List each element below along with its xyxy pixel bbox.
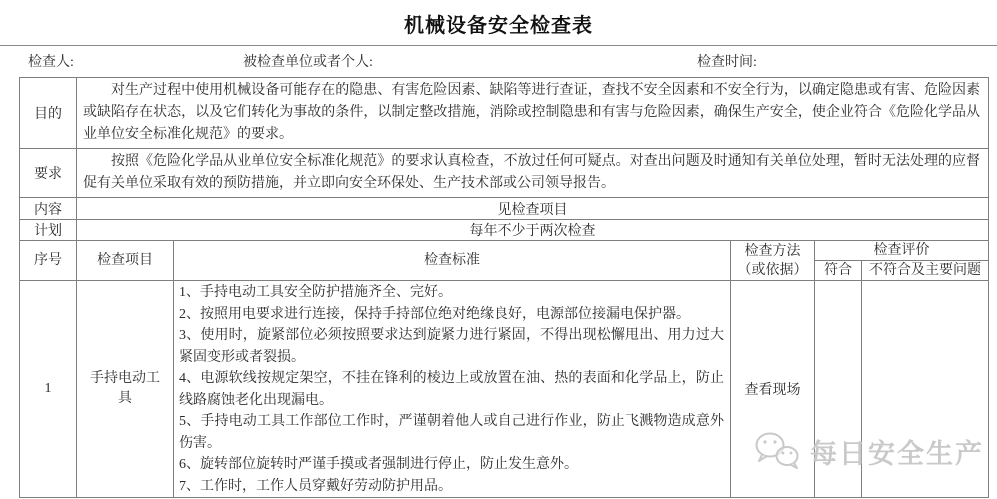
header-method-line2: （或依据）	[737, 262, 808, 278]
standard-line: 5、手持电动工具工作部位工作时，严谨朝着他人或自己进行作业，防止飞溅物造成意外伤害。	[179, 414, 724, 451]
row-nonconform-cell	[862, 281, 989, 498]
requirement-row	[20, 149, 989, 198]
purpose-row	[20, 78, 989, 149]
table-row	[20, 281, 989, 498]
inspection-time-label: 检查时间:	[697, 55, 757, 70]
header-seq: 序号	[20, 241, 77, 281]
purpose-text-cell	[77, 78, 989, 149]
content-text: 见检查项目	[77, 198, 989, 220]
purpose-label: 目的	[20, 78, 77, 149]
header-conform: 符合	[815, 261, 862, 281]
header-evaluation: 检查评价	[815, 241, 989, 261]
header-nonconform: 不符合及主要问题	[862, 261, 989, 281]
standard-line: 3、使用时，旋紧部位必须按照要求达到旋紧力进行紧固，不得出现松懈甩出、用力过大紧固变形或者裂损。	[179, 328, 724, 365]
content-row	[20, 198, 989, 220]
row-seq: 1	[20, 281, 77, 498]
requirement-text: 按照《危险化学品从业单位安全标准化规范》的要求认真检查，不放过任何可疑点。对查出问题及时通知有关单位处理，暂时无法处理的应督促有关单位采取有效的预防措施，并立即向安全环保处、生产技术部或公司领导报告。	[83, 154, 981, 191]
standard-line: 4、电源软线按规定架空，不挂在锋利的棱边上或放置在油、热的表面和化学品上，防止线路腐蚀老化出现漏电。	[179, 371, 724, 408]
inspected-unit-label: 被检查单位或者个人:	[243, 55, 373, 70]
header-method	[731, 241, 815, 281]
plan-label: 计划	[20, 220, 77, 241]
row-method: 查看现场	[731, 281, 815, 498]
page-title: 机械设备安全检查表	[404, 15, 593, 37]
plan-row	[20, 220, 989, 241]
header-method-line1: 检查方法	[744, 243, 801, 259]
row-conform-cell	[815, 281, 862, 498]
inspection-table	[19, 77, 989, 498]
row-item: 手持电动工具	[77, 281, 174, 498]
purpose-text: 对生产过程中使用机械设备可能存在的隐患、有害危险因素、缺陷等进行查证，查找不安全因素和不安全行为，以确定隐患或有害、危险因素或缺陷存在状态，以及它们转化为事故的条件，以制定整改措施，消除或控制隐患和有害与危险因素，确保生产安全，使企业符合《危险化学品从业单位安全标准化规范》的要求。	[83, 83, 981, 142]
standards-list	[174, 281, 731, 498]
header-standard: 检查标准	[174, 241, 731, 281]
standard-line: 2、按照用电要求进行连接，保持手持部位绝对绝缘良好，电源部位接漏电保护器。	[179, 306, 690, 322]
meta-row	[0, 46, 997, 72]
watermark-text: 每日安全生产	[810, 438, 984, 469]
inspector-label: 检查人:	[28, 55, 74, 70]
standard-line: 1、手持电动工具安全防护措施齐全、完好。	[179, 285, 452, 300]
table-header-row	[20, 241, 989, 261]
standard-line: 7、工作时，工作人员穿戴好劳动防护用品。	[179, 478, 452, 494]
requirement-label: 要求	[20, 149, 77, 198]
requirement-text-cell	[77, 149, 989, 198]
standard-line: 6、旋转部位旋转时严谨手摸或者强制进行停止，防止发生意外。	[179, 457, 578, 472]
header-item: 检查项目	[77, 241, 174, 281]
plan-text: 每年不少于两次检查	[77, 220, 989, 241]
content-label: 内容	[20, 198, 77, 220]
